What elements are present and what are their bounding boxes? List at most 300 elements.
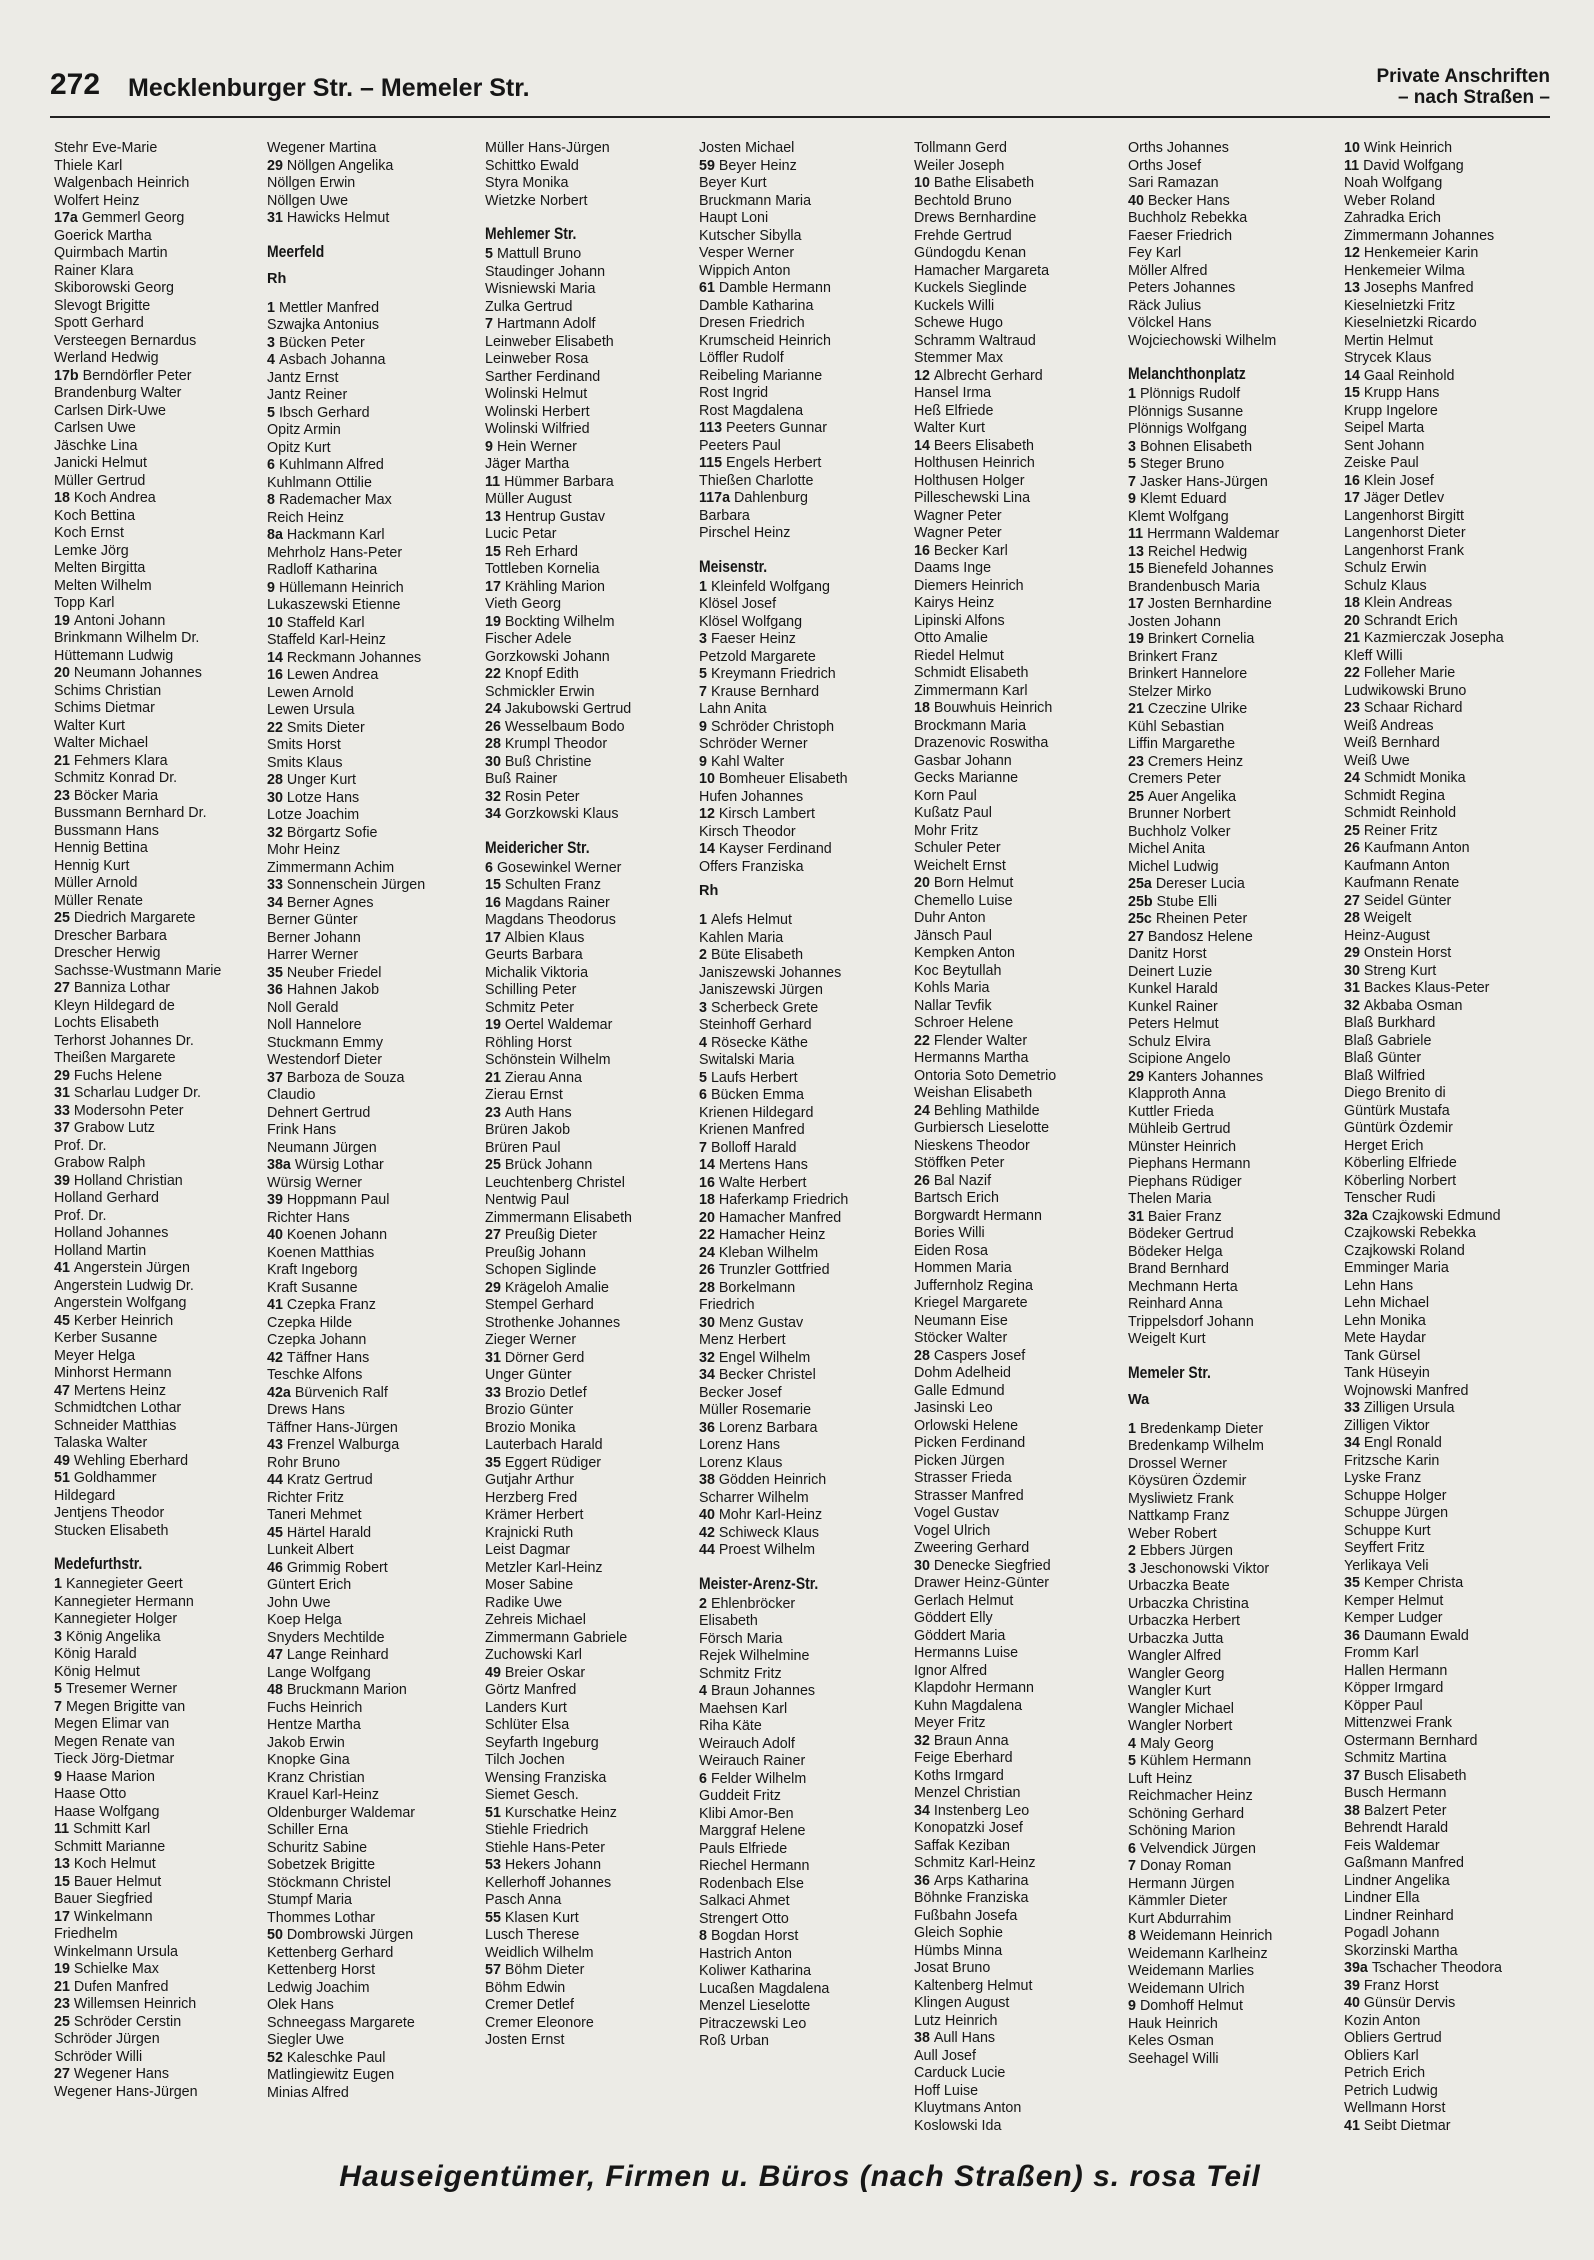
resident-name: Schöning Marion [1128,1823,1236,1839]
resident-entry [1128,1491,1342,1509]
resident-entry [485,579,699,597]
resident-entry [54,1874,268,1892]
resident-name: Pilleschewski Lina [914,490,1031,506]
resident-name: Mechmann Herta [1128,1278,1238,1295]
resident-name: Laufs Herbert [710,1069,798,1086]
house-number: 31 [1344,980,1364,996]
resident-entry [485,1875,699,1893]
resident-entry [267,1280,481,1298]
resident-entry [267,1472,481,1490]
resident-name: Instenberg Leo [933,1802,1030,1819]
resident-entry [1128,614,1342,632]
resident-name: Pasch Anna [485,1892,562,1908]
resident-entry [1128,1296,1342,1314]
house-number: 3 [699,631,711,647]
resident-entry [1344,875,1558,893]
resident-name: Bruckmann Maria [699,192,812,209]
resident-entry [485,1245,699,1263]
resident-name: Klösel Josef [699,596,777,612]
resident-name: Schmitt Karl [73,1821,151,1837]
resident-name: Josten Johann [1128,613,1221,630]
resident-entry [699,1052,913,1070]
resident-name: Otto Amalie [914,630,988,646]
resident-entry [1344,1488,1558,1506]
house-number: 3 [699,999,711,1016]
resident-entry [914,245,1128,263]
resident-name: Hastrich Anton [699,1945,792,1962]
resident-name: Klasen Kurt [504,1909,579,1926]
resident-entry [1128,649,1342,667]
resident-name: Barboza de Souza [286,1069,405,1086]
resident-entry [485,1805,699,1823]
resident-entry [1344,1628,1558,1646]
resident-entry [54,858,268,876]
resident-name: Wolinski Herbert [485,403,590,420]
resident-entry [485,684,699,702]
resident-entry [267,1420,481,1438]
house-number: 8 [267,492,279,508]
resident-entry [267,2050,481,2068]
house-number: 31 [267,210,287,226]
resident-entry [267,1227,481,1245]
resident-name: Rainer Klara [54,262,134,279]
resident-name: Slevogt Brigitte [54,297,151,314]
house-number: 43 [267,1437,287,1453]
resident-name: Kahlen Maria [699,929,784,946]
house-number: 21 [1344,630,1364,646]
resident-name: Angerstein Wolfgang [54,1295,187,1311]
resident-name: Mühleib Gertrud [1128,1121,1231,1137]
resident-entry [1128,175,1342,193]
resident-name: Moser Sabine [485,1577,574,1593]
house-number: 6 [699,1087,711,1103]
resident-name: Ehlenbröcker [710,1595,796,1612]
resident-entry [699,1157,913,1175]
resident-entry [54,1979,268,1997]
resident-entry [54,1295,268,1313]
resident-name: Magdans Rainer [504,894,610,911]
resident-entry [267,1997,481,2015]
resident-name: Tresemer Werner [65,1681,178,1697]
resident-name: Weirauch Adolf [699,1735,795,1752]
house-number: 23 [54,787,74,804]
resident-name: Drossel Werner [1128,1455,1228,1472]
resident-entry [267,1122,481,1140]
resident-name: Folleher Marie [1363,665,1456,681]
resident-entry [1344,1295,1558,1313]
resident-entry [267,2067,481,2085]
resident-entry [485,140,699,158]
resident-name: Reibeling Marianne [699,367,823,384]
resident-name: Tollmann Gerd [914,140,1007,156]
resident-entry [914,875,1128,893]
resident-entry [699,385,913,403]
resident-name: Ignor Alfred [914,1662,988,1679]
resident-name: Kleinfeld Wolfgang [710,578,830,595]
house-number: 2 [699,1595,711,1612]
resident-name: Knopf Edith [504,666,579,682]
resident-name: Carduck Lucie [914,2065,1006,2081]
house-number: 26 [485,718,505,735]
resident-entry [1344,1890,1558,1908]
house-number: 9 [485,438,497,455]
resident-name: Friedrich [699,1297,755,1313]
resident-entry [914,298,1128,316]
resident-entry [1128,1683,1342,1701]
resident-name: Willemsen Heinrich [73,1996,197,2012]
resident-entry [485,1262,699,1280]
house-number: 3 [1128,1560,1140,1577]
resident-name: Brinkert Hannelore [1128,666,1248,682]
resident-name: Fußbahn Josefa [914,1907,1018,1924]
resident-entry [1344,1838,1558,1856]
resident-name: Walte Herbert [718,1174,807,1191]
resident-entry [914,1768,1128,1786]
resident-entry [699,982,913,1000]
resident-entry [54,893,268,911]
resident-name: Klein Josef [1363,472,1434,489]
resident-entry [1344,210,1558,228]
resident-name: Engels Herbert [726,455,822,471]
resident-name: Bathe Elisabeth [933,175,1035,191]
resident-name: Schuppe Holger [1344,1487,1447,1504]
resident-entry [267,1980,481,1998]
resident-name: Zweering Gerhard [914,1540,1030,1556]
resident-name: Schmitz Martina [1344,1750,1447,1766]
resident-name: Bussmann Bernhard Dr. [54,805,207,821]
resident-name: Noll Hannelore [267,1017,362,1033]
resident-entry [1344,1330,1558,1348]
resident-name: Czeczine Ulrike [1147,701,1248,717]
resident-name: Bogdan Horst [710,1928,799,1944]
resident-name: Daams Inge [914,560,992,576]
resident-entry [914,1960,1128,1978]
resident-entry [1128,579,1342,597]
resident-entry [54,1225,268,1243]
resident-name: Felder Wilhelm [710,1770,807,1787]
resident-name: Wangler Georg [1128,1665,1225,1682]
resident-entry [914,998,1128,1016]
resident-name: Kozin Anton [1344,2012,1421,2029]
resident-entry [1128,263,1342,281]
resident-name: Czepka Hilde [267,1314,353,1331]
resident-name: Kraft Ingeborg [267,1262,358,1278]
resident-entry [1344,228,1558,246]
resident-entry [914,823,1128,841]
resident-entry [1128,1104,1342,1122]
resident-name: Kaufmann Anton [1344,857,1450,874]
house-number: 10 [914,175,934,191]
resident-entry [267,1035,481,1053]
resident-entry [1344,1208,1558,1226]
resident-entry [267,1822,481,1840]
resident-entry [485,1402,699,1420]
resident-entry [699,1192,913,1210]
resident-name: Brüren Jakob [485,1122,571,1138]
house-number: 25b [1128,893,1157,910]
resident-name: Hüttemann Ludwig [54,647,174,664]
resident-name: Heinz-August [1344,927,1430,944]
house-number: 49 [54,1452,74,1469]
resident-entry [1128,1928,1342,1946]
resident-name: Walter Kurt [914,420,985,436]
resident-entry [485,544,699,562]
resident-name: Schulz Erwin [1344,560,1427,576]
resident-name: Würsig Lothar [294,1157,384,1173]
resident-name: Pogadl Johann [1344,1925,1440,1941]
resident-name: Lorenz Barbara [718,1419,818,1436]
house-number: 7 [699,1139,711,1156]
resident-name: Lindner Ella [1344,1890,1420,1906]
resident-entry [699,1998,913,2016]
house-number: 3 [54,1628,66,1645]
resident-entry [1344,683,1558,701]
resident-entry [54,158,268,176]
resident-name: Kieselnietzki Fritz [1344,297,1456,314]
house-number: 3 [1128,438,1140,455]
resident-entry [699,701,913,719]
resident-entry [1344,2100,1558,2118]
resident-name: Kuttler Frieda [1128,1103,1214,1120]
resident-name: Angerstein Ludwig Dr. [54,1277,194,1294]
resident-name: Josten Michael [699,140,795,156]
district-code: Rh [699,883,719,899]
resident-name: Minhorst Hermann [54,1365,172,1381]
resident-entry [267,615,481,633]
resident-name: Gerlach Helmut [914,1592,1014,1609]
resident-name: Nieskens Theodor [914,1137,1030,1154]
resident-name: Velvendick Jürgen [1139,1840,1256,1857]
resident-entry [699,965,913,983]
resident-name: Müller Arnold [54,875,138,891]
resident-name: Eiden Rosa [914,1242,988,1259]
section-label-line1: Private Anschriften [1376,66,1550,87]
resident-name: Wagner Peter [914,507,1002,524]
resident-entry [485,1420,699,1438]
resident-entry [1344,403,1558,421]
resident-name: Harrer Werner [267,947,359,963]
resident-name: Strycek Klaus [1344,350,1432,366]
resident-entry [699,579,913,597]
resident-entry [54,1313,268,1331]
resident-name: Schuppe Kurt [1344,1522,1431,1539]
resident-entry [485,456,699,474]
resident-entry [267,1367,481,1385]
resident-name: Holthusen Heinrich [914,455,1035,471]
resident-name: Zimmermann Johannes [1344,227,1495,244]
resident-entry [1344,368,1558,386]
resident-entry [1344,648,1558,666]
resident-name: Hentrup Gustav [504,508,606,525]
resident-name: Bomheuer Elisabeth [718,771,848,787]
resident-name: Röhling Horst [485,1034,572,1051]
resident-name: Beyer Kurt [699,175,767,191]
house-number: 25 [485,1157,505,1173]
resident-name: Klapdohr Hermann [914,1680,1035,1696]
resident-entry [1128,2051,1342,2069]
resident-entry [1344,175,1558,193]
resident-entry [1344,1260,1558,1278]
resident-entry [485,1577,699,1595]
resident-entry [699,684,913,702]
resident-entry [914,2065,1128,2083]
resident-name: Brinkert Franz [1128,648,1218,665]
resident-entry [1128,1314,1342,1332]
resident-entry [485,1962,699,1980]
house-number: 36 [267,982,287,998]
resident-entry [914,578,1128,596]
resident-name: Zuchowski Karl [485,1647,582,1663]
resident-entry [1128,666,1342,684]
house-number: 57 [485,1962,505,1978]
resident-name: Schramm Waltraud [914,332,1036,349]
resident-entry [1344,438,1558,456]
house-number: 6 [1128,1840,1140,1857]
resident-name: Nattkamp Franz [1128,1508,1230,1524]
resident-entry [267,158,481,176]
house-number: 115 [699,455,727,471]
resident-name: Szwajka Antonius [267,317,380,333]
house-number: 5 [1128,1753,1140,1769]
resident-name: Krajnicki Ruth [485,1524,574,1541]
resident-entry [1344,928,1558,946]
resident-name: Bories Willi [914,1225,985,1241]
resident-name: Galle Edmund [914,1382,1005,1399]
resident-entry [267,1350,481,1368]
house-number: 34 [699,1367,719,1383]
resident-name: Dombrowski Jürgen [286,1927,414,1943]
resident-name: Schittko Ewald [485,157,579,174]
resident-entry [914,753,1128,771]
resident-entry [1344,1225,1558,1243]
resident-name: Wehling Eberhard [73,1452,189,1469]
resident-entry [914,1435,1128,1453]
resident-entry [1344,1103,1558,1121]
resident-name: Schuritz Sabine [267,1839,368,1856]
resident-name: Theißen Margarete [54,1050,176,1066]
resident-name: Damble Hermann [718,280,831,296]
resident-name: Bücken Peter [278,334,365,351]
resident-name: Lotze Joachim [267,807,360,823]
resident-entry [914,1838,1128,1856]
resident-name: Josten Ernst [485,2032,565,2048]
house-number: 3 [267,334,279,351]
resident-entry [1344,770,1558,788]
resident-name: Krämer Herbert [485,1507,584,1523]
resident-name: Böhm Dieter [504,1962,585,1978]
resident-entry [1128,1631,1342,1649]
resident-name: Jakob Erwin [267,1734,345,1751]
resident-name: Feige Eberhard [914,1750,1013,1766]
resident-name: Schims Christian [54,682,162,699]
house-number: 6 [267,457,279,473]
resident-name: Caspers Josef [933,1347,1026,1364]
resident-name: Claudio [267,1087,316,1103]
resident-name: Jasinski Leo [914,1400,993,1416]
resident-name: Wolinski Wilfried [485,421,590,437]
resident-name: Oertel Waldemar [504,1017,613,1033]
resident-name: Krupp Hans [1363,385,1440,401]
resident-entry [54,508,268,526]
resident-entry [267,720,481,738]
resident-entry [699,1210,913,1228]
house-number: 6 [485,859,497,876]
house-number: 41 [1344,2117,1364,2134]
resident-name: Unger Günter [485,1367,572,1383]
resident-name: Reckmann Johannes [286,649,422,666]
resident-name: Gemmerl Georg [81,210,185,226]
resident-name: Leinweber Rosa [485,351,589,367]
resident-name: Hoppmann Paul [286,1192,390,1208]
resident-entry [485,334,699,352]
resident-name: Spott Gerhard [54,315,144,331]
resident-entry [485,386,699,404]
resident-entry [914,1330,1128,1348]
resident-name: Drazenovic Roswitha [914,735,1049,751]
resident-entry [1344,1418,1558,1436]
resident-name: Hufen Johannes [699,788,804,805]
resident-name: Weichelt Ernst [914,857,1006,874]
house-number: 14 [267,649,287,666]
resident-name: Noah Wolfgang [1344,175,1443,191]
resident-entry [699,1858,913,1876]
resident-name: Kuhlmann Ottilie [267,474,372,491]
resident-name: Plönnigs Susanne [1128,403,1244,420]
resident-name: Winkelmann [73,1908,153,1925]
resident-entry [267,1210,481,1228]
house-number: 40 [1344,1995,1364,2011]
section-label-line2: – nach Straßen – [1397,87,1550,108]
resident-entry [54,298,268,316]
resident-entry [54,1190,268,1208]
resident-entry [699,420,913,438]
resident-name: Knopke Gina [267,1752,350,1768]
resident-name: Kuckels Sieglinde [914,280,1027,296]
resident-name: Maly Georg [1139,1735,1214,1752]
resident-entry [914,1208,1128,1226]
resident-name: Czepka Franz [286,1297,376,1313]
resident-entry [54,1470,268,1488]
house-number: 18 [1344,595,1364,611]
resident-name: Mertens Heinz [73,1382,167,1399]
resident-name: Kleyn Hildegard de [54,997,175,1014]
resident-entry [1344,1855,1558,1873]
resident-name: Frink Hans [267,1122,337,1138]
resident-name: Kairys Heinz [914,595,995,611]
resident-entry [699,1963,913,1981]
resident-entry [54,1243,268,1261]
resident-entry [699,631,913,649]
resident-entry [485,474,699,492]
resident-entry [1344,1453,1558,1471]
resident-entry [54,1646,268,1664]
house-number: 30 [914,1557,934,1574]
resident-entry [267,597,481,615]
resident-entry [54,578,268,596]
resident-name: Wangler Michael [1128,1700,1234,1717]
resident-entry [1128,456,1342,474]
resident-name: Thiele Karl [54,157,123,174]
house-number: 30 [267,789,287,806]
resident-entry [267,140,481,158]
resident-name: Damble Katharina [699,297,814,314]
resident-name: Walter Kurt [54,717,125,734]
resident-name: Meyer Helga [54,1347,136,1364]
resident-entry [914,1750,1128,1768]
resident-entry [54,263,268,281]
resident-name: Wegener Hans-Jürgen [54,2083,198,2100]
resident-entry [267,1000,481,1018]
